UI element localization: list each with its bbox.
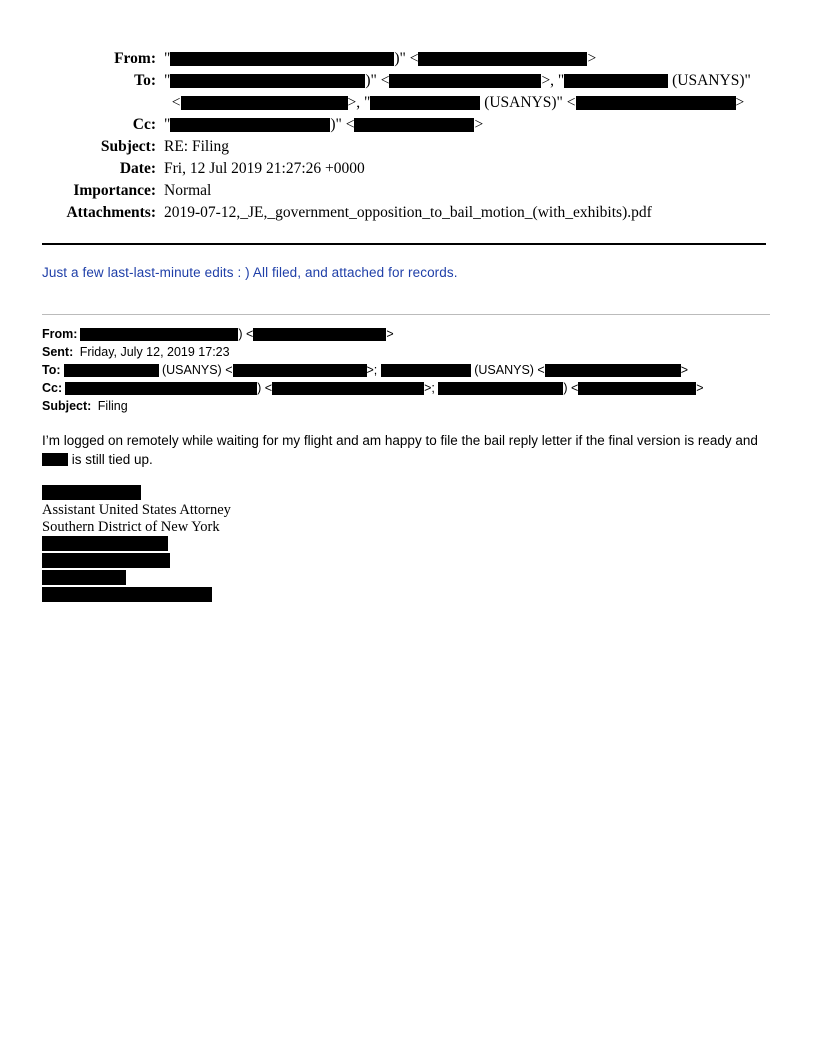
header-row	[44, 70, 774, 92]
header-text-fragment: (USANYS)"	[668, 72, 751, 89]
email-note-text: Just a few last-last-minute edits : ) All filed, and attached for records.	[42, 265, 458, 280]
body-paragraph-part1: I’m logged on remotely while waiting for my flight and am happy to file the bail reply letter if the final version is ready and	[42, 433, 758, 448]
header-text-fragment: ) <	[238, 327, 254, 341]
header-text-fragment: "	[164, 116, 171, 133]
header-text-fragment: )" <	[394, 50, 419, 67]
header-row-label: Attachments:	[66, 204, 156, 221]
header-text-fragment: >;	[424, 381, 439, 395]
header-text-fragment: >	[735, 94, 745, 111]
redaction-bar	[272, 382, 424, 395]
header-row	[44, 114, 774, 136]
redaction-bar	[233, 364, 367, 377]
header-text-fragment: 2019-07-12,_JE,_government_opposition_to_bail_motion_(with_exhibits).pdf	[164, 204, 652, 221]
quoted-header-row	[42, 343, 772, 361]
redaction-bar	[564, 74, 668, 88]
quoted-header-row-value	[64, 361, 689, 379]
header-text-fragment: Normal	[164, 182, 212, 199]
body-paragraph-part2: is still tied up.	[68, 452, 153, 467]
email-body-text	[42, 431, 772, 469]
header-row-value	[164, 114, 774, 136]
redaction-bar	[181, 96, 348, 110]
header-text-fragment: >, "	[347, 94, 371, 111]
redaction-bar	[578, 382, 696, 395]
header-text-fragment: >	[696, 381, 704, 395]
header-row	[44, 158, 774, 180]
quoted-header-row-value	[94, 397, 127, 415]
header-text-fragment: >	[386, 327, 394, 341]
header-row-value	[164, 158, 774, 180]
redaction-bar	[170, 74, 365, 88]
email-header-block	[44, 48, 774, 224]
signature-contact-redaction-3	[42, 570, 442, 587]
redaction-bar	[545, 364, 681, 377]
redaction-bar	[170, 52, 394, 66]
quoted-header-row-value	[80, 325, 393, 343]
header-row	[44, 180, 774, 202]
header-row-value	[164, 92, 774, 114]
header-row-label: From:	[114, 50, 156, 67]
header-text-fragment: RE: Filing	[164, 138, 230, 155]
header-row-label: Subject:	[100, 138, 156, 155]
quoted-header-row-label: Subject:	[42, 399, 92, 413]
redaction-bar	[370, 96, 480, 110]
quoted-header-row	[42, 379, 772, 397]
quoted-header-row-label: Cc:	[42, 381, 63, 395]
header-text-fragment: >	[587, 50, 597, 67]
body-paragraph	[42, 431, 772, 469]
header-text-fragment: >	[474, 116, 484, 133]
header-text-fragment: "	[164, 72, 171, 89]
signature-contact-redaction-2	[42, 553, 442, 570]
header-row-value	[164, 48, 774, 70]
email-signature-block	[42, 485, 442, 604]
redaction-bar	[389, 74, 541, 88]
quoted-header-row-label: From:	[42, 327, 78, 341]
quoted-header-row	[42, 397, 772, 415]
redaction-bar	[65, 382, 257, 395]
body-redaction-bar	[42, 453, 68, 466]
redaction-bar	[354, 118, 474, 132]
redaction-bar	[64, 364, 159, 377]
header-row-label: To:	[134, 72, 156, 89]
signature-contact-redaction-4	[42, 587, 442, 604]
signature-contact-redaction-1	[42, 536, 442, 553]
header-text-fragment: Filing	[94, 399, 128, 413]
signature-office: Southern District of New York	[42, 519, 220, 535]
header-text-fragment: (USANYS) <	[158, 363, 233, 377]
quoted-header-row-value	[65, 379, 703, 397]
header-text-fragment: Friday, July 12, 2019 17:23	[76, 345, 230, 359]
signature-title: Assistant United States Attorney	[42, 502, 231, 518]
header-text-fragment: ) <	[257, 381, 273, 395]
header-row	[44, 202, 774, 224]
redaction-bar	[253, 328, 386, 341]
redaction-bar	[381, 364, 471, 377]
header-text-fragment: >;	[366, 363, 381, 377]
header-row-value	[164, 70, 774, 92]
quoted-header-row	[42, 361, 772, 379]
header-text-fragment: >	[680, 363, 689, 377]
header-row	[44, 92, 774, 114]
header-row	[44, 48, 774, 70]
header-text-fragment: )" <	[330, 116, 355, 133]
header-row-value	[164, 202, 774, 224]
header-divider-rule	[42, 243, 766, 245]
header-row-value	[164, 180, 774, 202]
header-text-fragment: >, "	[541, 72, 565, 89]
header-text-fragment: (USANYS) <	[470, 363, 545, 377]
header-text-fragment: "	[164, 50, 171, 67]
header-text-fragment: )" <	[365, 72, 390, 89]
quoted-header-row-label: Sent:	[42, 345, 74, 359]
header-text-fragment: ) <	[563, 381, 579, 395]
header-row	[44, 136, 774, 158]
redaction-bar	[80, 328, 238, 341]
redaction-bar	[438, 382, 563, 395]
redaction-bar	[170, 118, 330, 132]
quoted-header-row	[42, 325, 772, 343]
header-row-label: Date:	[119, 160, 156, 177]
header-row-label: Importance:	[73, 182, 156, 199]
header-text-fragment: Fri, 12 Jul 2019 21:27:26 +0000	[164, 160, 365, 177]
redaction-bar	[418, 52, 587, 66]
quoted-message-divider	[42, 314, 770, 315]
header-text-fragment: (USANYS)" <	[480, 94, 576, 111]
redaction-bar	[576, 96, 736, 110]
quoted-header-row-label: To:	[42, 363, 61, 377]
header-text-fragment: <	[164, 94, 181, 111]
signature-name-redaction	[42, 485, 442, 502]
header-row-label: Cc:	[132, 116, 156, 133]
header-row-value	[164, 136, 774, 158]
quoted-email-header-block	[42, 325, 772, 415]
quoted-header-row-value	[76, 343, 229, 361]
